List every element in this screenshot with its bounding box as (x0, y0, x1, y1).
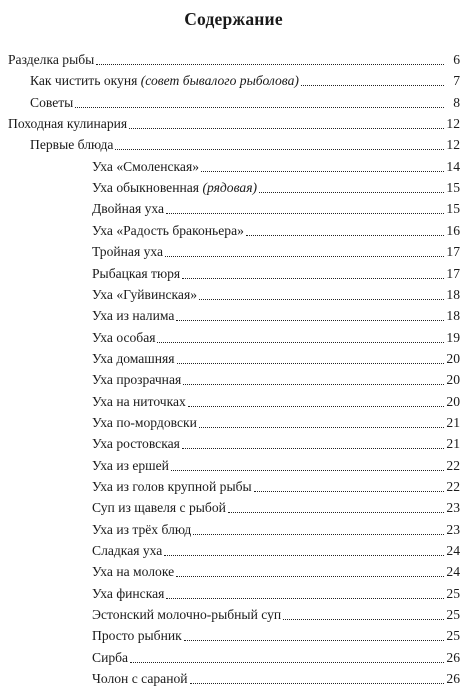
toc-entry-title (92, 607, 281, 623)
toc-entry-title (92, 458, 169, 474)
toc-entry (92, 496, 460, 516)
toc-entry-label: Как чистить окуня (30, 73, 141, 89)
toc-entry (92, 155, 460, 175)
toc-entry-page-number: 23 (446, 500, 460, 516)
toc-entry-label: Уха из трёх блюд (92, 521, 192, 537)
dot-leader (259, 192, 444, 193)
toc-entry-page-number: 20 (446, 393, 460, 409)
toc-entry-title (92, 201, 164, 217)
toc-entry-label: Чолон с сараной (92, 671, 188, 687)
toc-entry-page-number: 26 (446, 671, 460, 687)
toc-entry-title (92, 159, 199, 175)
toc-entry-page-number: 18 (446, 286, 460, 302)
dot-leader (75, 107, 444, 108)
dot-leader (283, 619, 444, 620)
toc-entry-page-number: 25 (446, 585, 460, 601)
toc-entry (92, 603, 460, 623)
toc-entry-page-number: 15 (446, 180, 460, 196)
toc-entry (92, 197, 460, 217)
toc-entry-label: Рыбацкая тюря (92, 265, 181, 281)
dot-leader (166, 213, 444, 214)
toc-entry-label: Уха обыкновенная (92, 180, 203, 196)
toc-entry-page-number: 20 (446, 372, 460, 388)
toc-entry-title (92, 543, 162, 559)
dot-leader (165, 256, 444, 257)
toc-entry-title (30, 73, 299, 89)
toc-entry-title (30, 95, 73, 111)
toc-entry (92, 347, 460, 367)
toc-entry (92, 326, 460, 346)
toc-entry-label: Уха из голов крупной рыбы (92, 479, 252, 494)
toc-entry-label: Просто рыбник (92, 628, 182, 644)
toc-entry-label: Уха прозрачная (92, 372, 182, 388)
toc-entry-label: Уха «Радость браконьера» (92, 222, 244, 238)
toc-entry-label: Походная кулинария (8, 116, 128, 132)
toc-entry-title (92, 650, 128, 666)
toc-entry-page-number: 7 (453, 73, 460, 89)
dot-leader (96, 64, 444, 65)
toc-entry-page-number: 17 (446, 244, 460, 260)
toc-entry-label: Уха ростовская (92, 436, 180, 452)
toc-entry-label: Уха «Смоленская» (92, 158, 200, 174)
toc-entry-page-number: 22 (446, 479, 460, 494)
dot-leader (182, 448, 444, 449)
toc-entry-page-number: 8 (453, 94, 460, 110)
toc-entry-label: Разделка рыбы (8, 52, 95, 67)
dot-leader (190, 683, 444, 684)
toc-entry-page-number: 25 (446, 628, 460, 644)
toc-entry-label: Уха по-мордовски (92, 414, 197, 430)
toc-entry-title (92, 394, 186, 410)
dot-leader (184, 640, 444, 641)
toc-entry (92, 667, 460, 687)
toc-entry-label: Тройная уха (92, 244, 164, 260)
toc-entry-label: Уха на молоке (92, 564, 175, 580)
toc-entry (92, 219, 460, 239)
toc-entry (8, 112, 460, 132)
toc-entry-title (92, 266, 180, 282)
toc-entry-page-number: 12 (446, 116, 460, 132)
toc-entry-label: Первые блюда (30, 137, 114, 153)
toc-entry-label: Уха особая (92, 329, 156, 345)
dot-leader (130, 662, 444, 663)
toc-entry-page-number: 26 (446, 649, 460, 665)
toc-entry (92, 582, 460, 602)
toc-entry-page-number: 18 (446, 308, 460, 324)
dot-leader (171, 470, 444, 471)
toc-entry-page-number: 17 (446, 265, 460, 281)
toc-entry (92, 475, 460, 495)
toc-entry (92, 262, 460, 282)
toc-entry (92, 368, 460, 388)
dot-leader (115, 149, 444, 150)
toc-entry-title (92, 330, 155, 346)
toc-entry (92, 432, 460, 452)
toc-entry (92, 539, 460, 559)
toc-entry-label: Советы (30, 94, 74, 110)
toc-entry-page-number: 24 (446, 543, 460, 559)
toc-entry-title (92, 308, 174, 324)
dot-leader (199, 299, 444, 300)
toc-entry-label: Уха финская (92, 585, 165, 601)
toc-entry (92, 518, 460, 538)
toc-entry-page-number: 23 (446, 521, 460, 537)
toc-entry-label: Двойная уха (92, 201, 165, 217)
toc-entry-label: Сирба (92, 649, 129, 665)
toc-entry-page-number: 20 (446, 350, 460, 366)
toc-entry-title (92, 500, 226, 516)
toc-entry-title (92, 628, 182, 644)
toc-entry-title (92, 223, 244, 239)
toc-entry-title (92, 436, 180, 452)
dot-leader (246, 235, 444, 236)
toc-entry-title (92, 287, 197, 303)
toc-entry-title (92, 372, 181, 388)
dot-leader (166, 598, 444, 599)
toc-entry-page-number: 16 (446, 222, 460, 238)
toc-entry-label: Уха из ершей (92, 457, 169, 473)
dot-leader (188, 406, 444, 407)
toc-entry-label: Уха «Гуйвинская» (92, 286, 198, 302)
dot-leader (157, 342, 444, 343)
toc-entry-title (92, 351, 175, 367)
toc-entry-title (92, 180, 257, 196)
toc-entry (30, 91, 460, 111)
toc-entry-title (92, 564, 174, 580)
toc-entry-title (92, 586, 164, 602)
toc-entry-label: Уха домашняя (92, 350, 175, 366)
toc-entry-page-number: 25 (446, 607, 460, 623)
toc-entry-page-number: 22 (446, 457, 460, 473)
toc-entry (92, 454, 460, 474)
toc-entry (92, 411, 460, 431)
toc-entry-title (92, 415, 197, 431)
toc-entry (92, 304, 460, 324)
dot-leader (164, 555, 444, 556)
toc-entry-note: (рядовая) (202, 180, 258, 196)
dot-leader (183, 384, 444, 385)
toc-entry (30, 133, 460, 153)
page-title: Содержание (184, 9, 283, 29)
dot-leader (176, 576, 444, 577)
toc-entry (92, 390, 460, 410)
toc-entry (92, 624, 460, 644)
toc-entry-title (92, 671, 188, 687)
dot-leader (129, 128, 444, 129)
toc-entry-page-number: 19 (446, 329, 460, 345)
toc-entry-label: Сладкая уха (92, 543, 163, 559)
dot-leader (199, 427, 444, 428)
dot-leader (301, 85, 444, 86)
dot-leader (176, 320, 444, 321)
toc-entry-label: Эстонский молочно-рыбный суп (92, 607, 282, 623)
toc-entry (92, 240, 460, 260)
toc-entry-label: Уха на ниточках (92, 393, 186, 409)
dot-leader (177, 363, 444, 364)
toc-entry-title (30, 137, 113, 153)
toc-entry-title (92, 522, 191, 538)
toc-entry-page-number: 6 (453, 52, 460, 67)
toc-entry-page-number: 15 (446, 201, 460, 217)
toc-entry-page-number: 24 (446, 564, 460, 580)
toc-entry-title (92, 479, 252, 495)
dot-leader (193, 534, 444, 535)
toc-entry-page-number: 12 (446, 137, 460, 153)
toc-entry (92, 646, 460, 666)
toc-entry (8, 48, 460, 68)
dot-leader (228, 512, 444, 513)
toc-entry-title (92, 244, 163, 260)
dot-leader (182, 278, 444, 279)
toc-entry-page-number: 21 (446, 436, 460, 452)
toc-entry (92, 176, 460, 196)
toc-entry-title (8, 116, 127, 132)
toc-entry (92, 283, 460, 303)
toc-entry (92, 560, 460, 580)
toc-entry-label: Суп из щавеля с рыбой (92, 500, 226, 516)
dot-leader (201, 171, 444, 172)
dot-leader (254, 491, 444, 492)
toc-entry-page-number: 14 (446, 158, 460, 174)
toc-entry-title (8, 52, 94, 68)
toc-entry-label: Уха из налима (92, 308, 175, 324)
toc-entry (30, 69, 460, 89)
toc-entry-page-number: 21 (446, 414, 460, 430)
toc-entry-note: (совет бывалого рыболова) (140, 73, 299, 89)
